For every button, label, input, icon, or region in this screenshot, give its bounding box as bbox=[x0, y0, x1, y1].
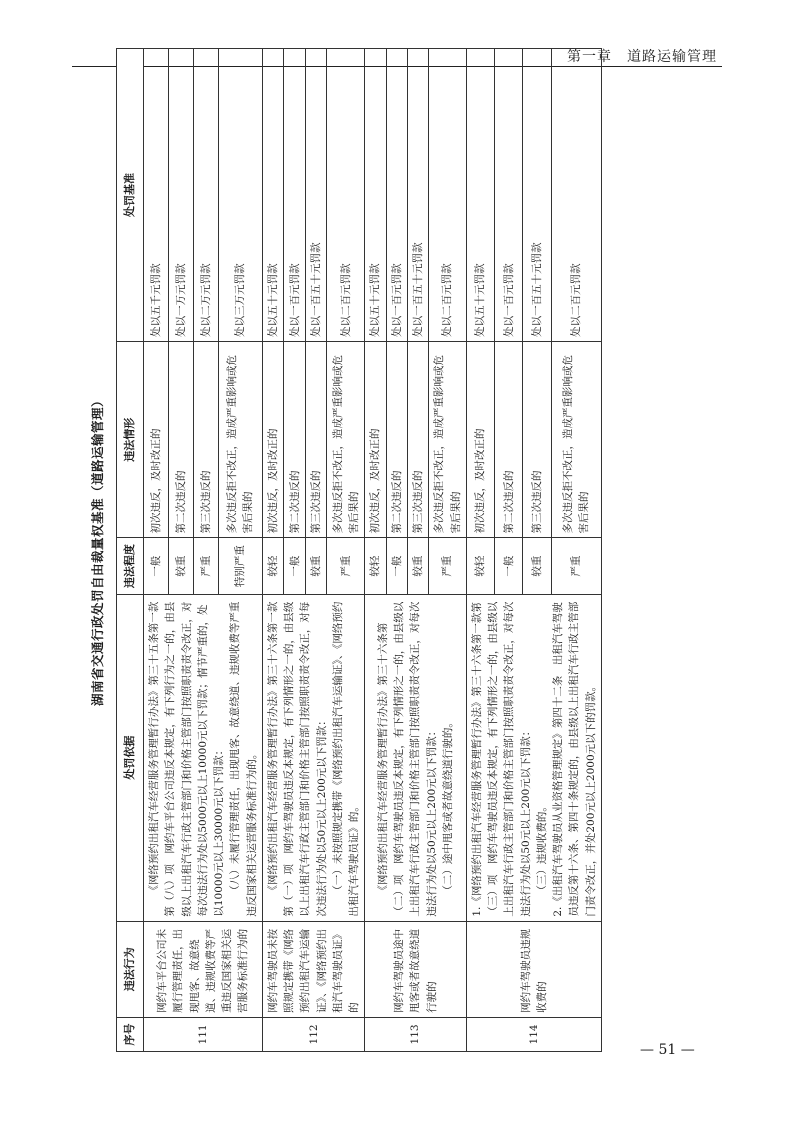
basis-paragraph: 1.《网络预约出租汽车经营服务管理暂行办法》第三十六条第一款第（三）项 网约车驾驶员违反本规定，有下列情形之一的，由县级以上出租汽车行政主管部门和价格主管部门按照职责责令改正，对每次违法行为处以50元以上200元以下罚款： bbox=[470, 601, 532, 917]
standard-cell: 处以一万元罚款 bbox=[168, 49, 193, 342]
basis-paragraph: （二）途中甩客或者故意绕道行驶的。 bbox=[442, 717, 455, 896]
standard-cell: 处以五十元罚款 bbox=[466, 49, 494, 342]
table-header-row bbox=[117, 49, 144, 1052]
degree-cell: 一般 bbox=[144, 538, 169, 594]
row-behavior: 网约车驾驶员违规收费的 bbox=[466, 921, 601, 1017]
col-header-degree: 违法程度 bbox=[117, 538, 144, 594]
degree-cell: 较重 bbox=[168, 538, 193, 594]
standard-cell: 处以二百元罚款 bbox=[551, 49, 601, 342]
table-row bbox=[365, 49, 386, 1052]
basis-paragraph: （三）违规收费的。 bbox=[535, 801, 548, 896]
standard-cell: 处以五千元罚款 bbox=[144, 49, 169, 342]
situation-cell: 第二次违反的 bbox=[284, 341, 306, 538]
basis-paragraph: （一）未按照规定携带《网络预约出租汽车运输证》、《网络预约出租汽车驾驶员证》的。 bbox=[331, 601, 361, 917]
standard-cell: 处以五十元罚款 bbox=[365, 49, 386, 342]
row-basis bbox=[365, 594, 466, 921]
degree-cell: 一般 bbox=[284, 538, 306, 594]
col-header-behavior: 违法行为 bbox=[117, 921, 144, 1017]
degree-cell: 严重 bbox=[429, 538, 467, 594]
table-row bbox=[262, 49, 284, 1052]
standard-cell: 处以二万元罚款 bbox=[193, 49, 218, 342]
situation-cell: 多次违反拒不改正，造成严重影响或危害后果的 bbox=[327, 341, 365, 538]
situation-cell: 第二次违反的 bbox=[495, 341, 523, 538]
row-number: 113 bbox=[365, 1017, 466, 1051]
degree-cell: 较轻 bbox=[262, 538, 284, 594]
row-behavior: 网约车驾驶员途中甩客或者故意绕道行驶的 bbox=[365, 921, 466, 1017]
situation-cell: 初次违反，及时改正的 bbox=[365, 341, 386, 538]
page-number: — 51 — bbox=[640, 1042, 695, 1058]
row-number: 111 bbox=[144, 1017, 263, 1051]
degree-cell: 较轻 bbox=[365, 538, 386, 594]
degree-cell: 较重 bbox=[407, 538, 428, 594]
situation-cell: 多次违反拒不改正，造成严重影响或危害后果的 bbox=[429, 341, 467, 538]
situation-cell: 多次违反拒不改正，造成严重影响或危害后果的 bbox=[551, 341, 601, 538]
situation-cell: 初次违反，及时改正的 bbox=[144, 341, 169, 538]
row-basis bbox=[466, 594, 601, 921]
standard-cell: 处以五十元罚款 bbox=[262, 49, 284, 342]
row-number: 114 bbox=[466, 1017, 601, 1051]
standard-cell: 处以二百元罚款 bbox=[327, 49, 365, 342]
situation-cell: 初次违反，及时改正的 bbox=[466, 341, 494, 538]
situation-cell: 初次违反，及时改正的 bbox=[262, 341, 284, 538]
degree-cell: 较轻 bbox=[466, 538, 494, 594]
situation-cell: 第二次违反的 bbox=[168, 341, 193, 538]
row-basis bbox=[144, 594, 263, 921]
standard-cell: 处以一百元罚款 bbox=[386, 49, 407, 342]
standard-cell: 处以一百元罚款 bbox=[495, 49, 523, 342]
row-number: 112 bbox=[262, 1017, 365, 1051]
rotated-table-container bbox=[88, 48, 708, 1052]
table-title: 湖南省交通行政处罚自由裁量权基准（道路运输管理） bbox=[90, 394, 105, 707]
table-row bbox=[144, 49, 169, 1052]
basis-paragraph: 2.《出租汽车驾驶员从业资格管理规定》第四十二条 出租汽车驾驶员违反第十六条、第四十条规定的，由县级以上出租汽车行政主管部门责令改正，并处200元以上2000元以下的罚款。 bbox=[552, 601, 597, 917]
degree-cell: 严重 bbox=[551, 538, 601, 594]
standard-cell: 处以一百五十元罚款 bbox=[523, 49, 551, 342]
degree-cell: 一般 bbox=[386, 538, 407, 594]
standard-cell: 处以一百五十元罚款 bbox=[407, 49, 428, 342]
degree-cell: 严重 bbox=[327, 538, 365, 594]
col-header-standard: 处罚基准 bbox=[117, 49, 144, 342]
row-basis bbox=[262, 594, 365, 921]
situation-cell: 第三次违反的 bbox=[305, 341, 327, 538]
table-row bbox=[466, 49, 494, 1052]
situation-cell: 第三次违反的 bbox=[407, 341, 428, 538]
situation-cell: 第三次违反的 bbox=[523, 341, 551, 538]
degree-cell: 严重 bbox=[193, 538, 218, 594]
row-behavior: 网约车平台公司未履行管理责任，出现甩客、故意绕道、违规收费等严重违反国家相关运营服务标准行为的 bbox=[144, 921, 263, 1017]
col-header-situation: 违法情形 bbox=[117, 341, 144, 538]
basis-paragraph: （八）未履行管理责任，出现甩客、故意绕道、违规收费等严重违反国家相关运营服务标准行为的。 bbox=[229, 601, 258, 917]
degree-cell: 一般 bbox=[495, 538, 523, 594]
chapter-header: 第一章 道路运输管理 bbox=[567, 49, 717, 65]
degree-cell: 特别严重 bbox=[218, 538, 262, 594]
basis-paragraph: 《网络预约出租汽车经营服务管理暂行办法》第三十五条第一款第（八）项 网约车平台公司违反本规定，有下列行为之一的，由县级以上出租汽车行政主管部门和价格主管部门按照职责责令改正，对每次违法行为处以5000元以上10000元以下罚款；情节严重的，处以10000元以上30000元以下罚款： bbox=[148, 601, 226, 917]
degree-cell: 较重 bbox=[305, 538, 327, 594]
basis-paragraph: 《网络预约出租汽车经营服务管理暂行办法》第三十六条第（二）项 网约车驾驶员违反本规定，有下列情形之一的，由县级以上出租汽车行政主管部门和价格主管部门按照职责责令改正，对每次违法行为处以50元以上200元以下罚款： bbox=[376, 601, 438, 917]
basis-paragraph: 《网络预约出租汽车经营服务管理暂行办法》第三十六条第一款第（一）项 网约车驾驶员违反本规定，有下列情形之一的，由县级以上出租汽车行政主管部门和价格主管部门按照职责责令改正，对每次违法行为处以50元以上200元以下罚款： bbox=[266, 601, 328, 917]
standard-cell: 处以一百元罚款 bbox=[284, 49, 306, 342]
situation-cell: 第二次违反的 bbox=[386, 341, 407, 538]
degree-cell: 较重 bbox=[523, 538, 551, 594]
situation-cell: 多次违反拒不改正，造成严重影响或危害后果的 bbox=[218, 341, 262, 538]
standard-cell: 处以三万元罚款 bbox=[218, 49, 262, 342]
situation-cell: 第三次违反的 bbox=[193, 341, 218, 538]
standard-cell: 处以一百五十元罚款 bbox=[305, 49, 327, 342]
col-header-basis: 处罚依据 bbox=[117, 594, 144, 921]
standard-cell: 处以二百元罚款 bbox=[429, 49, 467, 342]
penalty-standards-table bbox=[116, 48, 602, 1052]
col-header-number: 序号 bbox=[117, 1017, 144, 1051]
row-behavior: 网约车驾驶员未按照规定携带《网络预约出租汽车运输证》、《网络预约出租汽车驾驶员证》的 bbox=[262, 921, 365, 1017]
